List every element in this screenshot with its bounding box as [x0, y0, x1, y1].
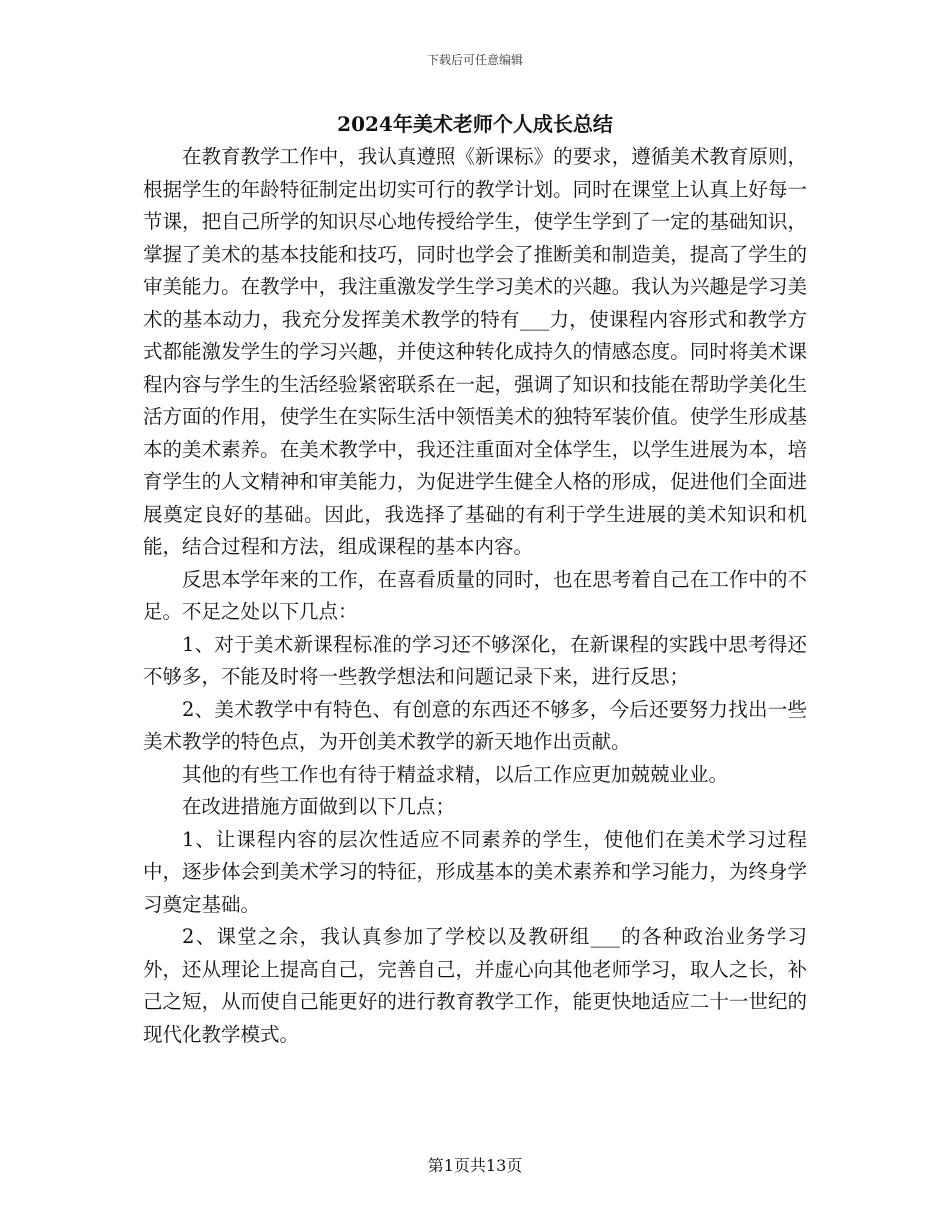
page-header-note: 下载后可任意编辑: [426, 53, 523, 67]
paragraph-improvement-intro: 在改进措施方面做到以下几点；: [182, 795, 456, 818]
document-title: 2024年美术老师个人成长总结: [337, 112, 613, 136]
paragraph-improvement-1: 1、让课程内容的层次性适应不同素养的学生，使他们在美术学习过程中，逐步体会到美术学习的特征，形成基本的美术素养和学习能力，为终身学习奠定基础。: [143, 827, 807, 916]
paragraph-intro: 在教育教学工作中，我认真遵照《新课标》的要求，遵循美术教育原则，根据学生的年龄特征制定出切实可行的教学计划。同时在课堂上认真上好每一节课，把自己所学的知识尽心地传授给学生，使学生学到了一定的基础知识，掌握了美术的基本技能和技巧，同时也学会了推断美和制造美，提高了学生的审美能力。在教学中，我注重激发学生学习美术的兴趣。我认为兴趣是学习美术的基本动力，我充分发挥美术教学的特有___力，使课程内容形式和教学方式都能激发学生的学习兴趣，并使这种转化成持久的情感态度。同时将美术课程内容与学生的生活经验紧密联系在一起，强调了知识和技能在帮助学美化生活方面的作用，使学生在实际生活中领悟美术的独特军装价值。使学生形成基本的美术素养。在美术教学中，我还注重面对全体学生，以学生进展为本，培育学生的人文精神和审美能力，为促进学生健全人格的形成，促进他们全面进展奠定良好的基础。因此，我选择了基础的有利于学生进展的美术知识和机能，结合过程和方法，组成课程的基本内容。: [143, 145, 807, 558]
paragraph-improvement-2: 2、课堂之余，我认真参加了学校以及教研组___的各种政治业务学习外，还从理论上提高自己，完善自己，并虚心向其他老师学习，取人之长，补己之短，从而使自己能更好的进行教育教学工作，能更快地适应二十一世纪的现代化教学模式。: [143, 925, 807, 1046]
paragraph-shortcoming-1: 1、对于美术新课程标准的学习还不够深化，在新课程的实践中思考得还不够多，不能及时将一些教学想法和问题记录下来，进行反思；: [143, 632, 807, 688]
paragraph-other-work: 其他的有些工作也有待于精益求精，以后工作应更加兢兢业业。: [182, 762, 729, 786]
page-number: 第1页共13页: [427, 1156, 523, 1175]
document-body: [143, 141, 807, 1051]
paragraph-reflection: 反思本学年来的工作，在喜看质量的同时，也在思考着自己在工作中的不足。不足之处以下几点：: [143, 567, 807, 623]
paragraph-shortcoming-2: 2、美术教学中有特色、有创意的东西还不够多，今后还要努力找出一些美术教学的特色点，为开创美术教学的新天地作出贡献。: [143, 697, 807, 753]
